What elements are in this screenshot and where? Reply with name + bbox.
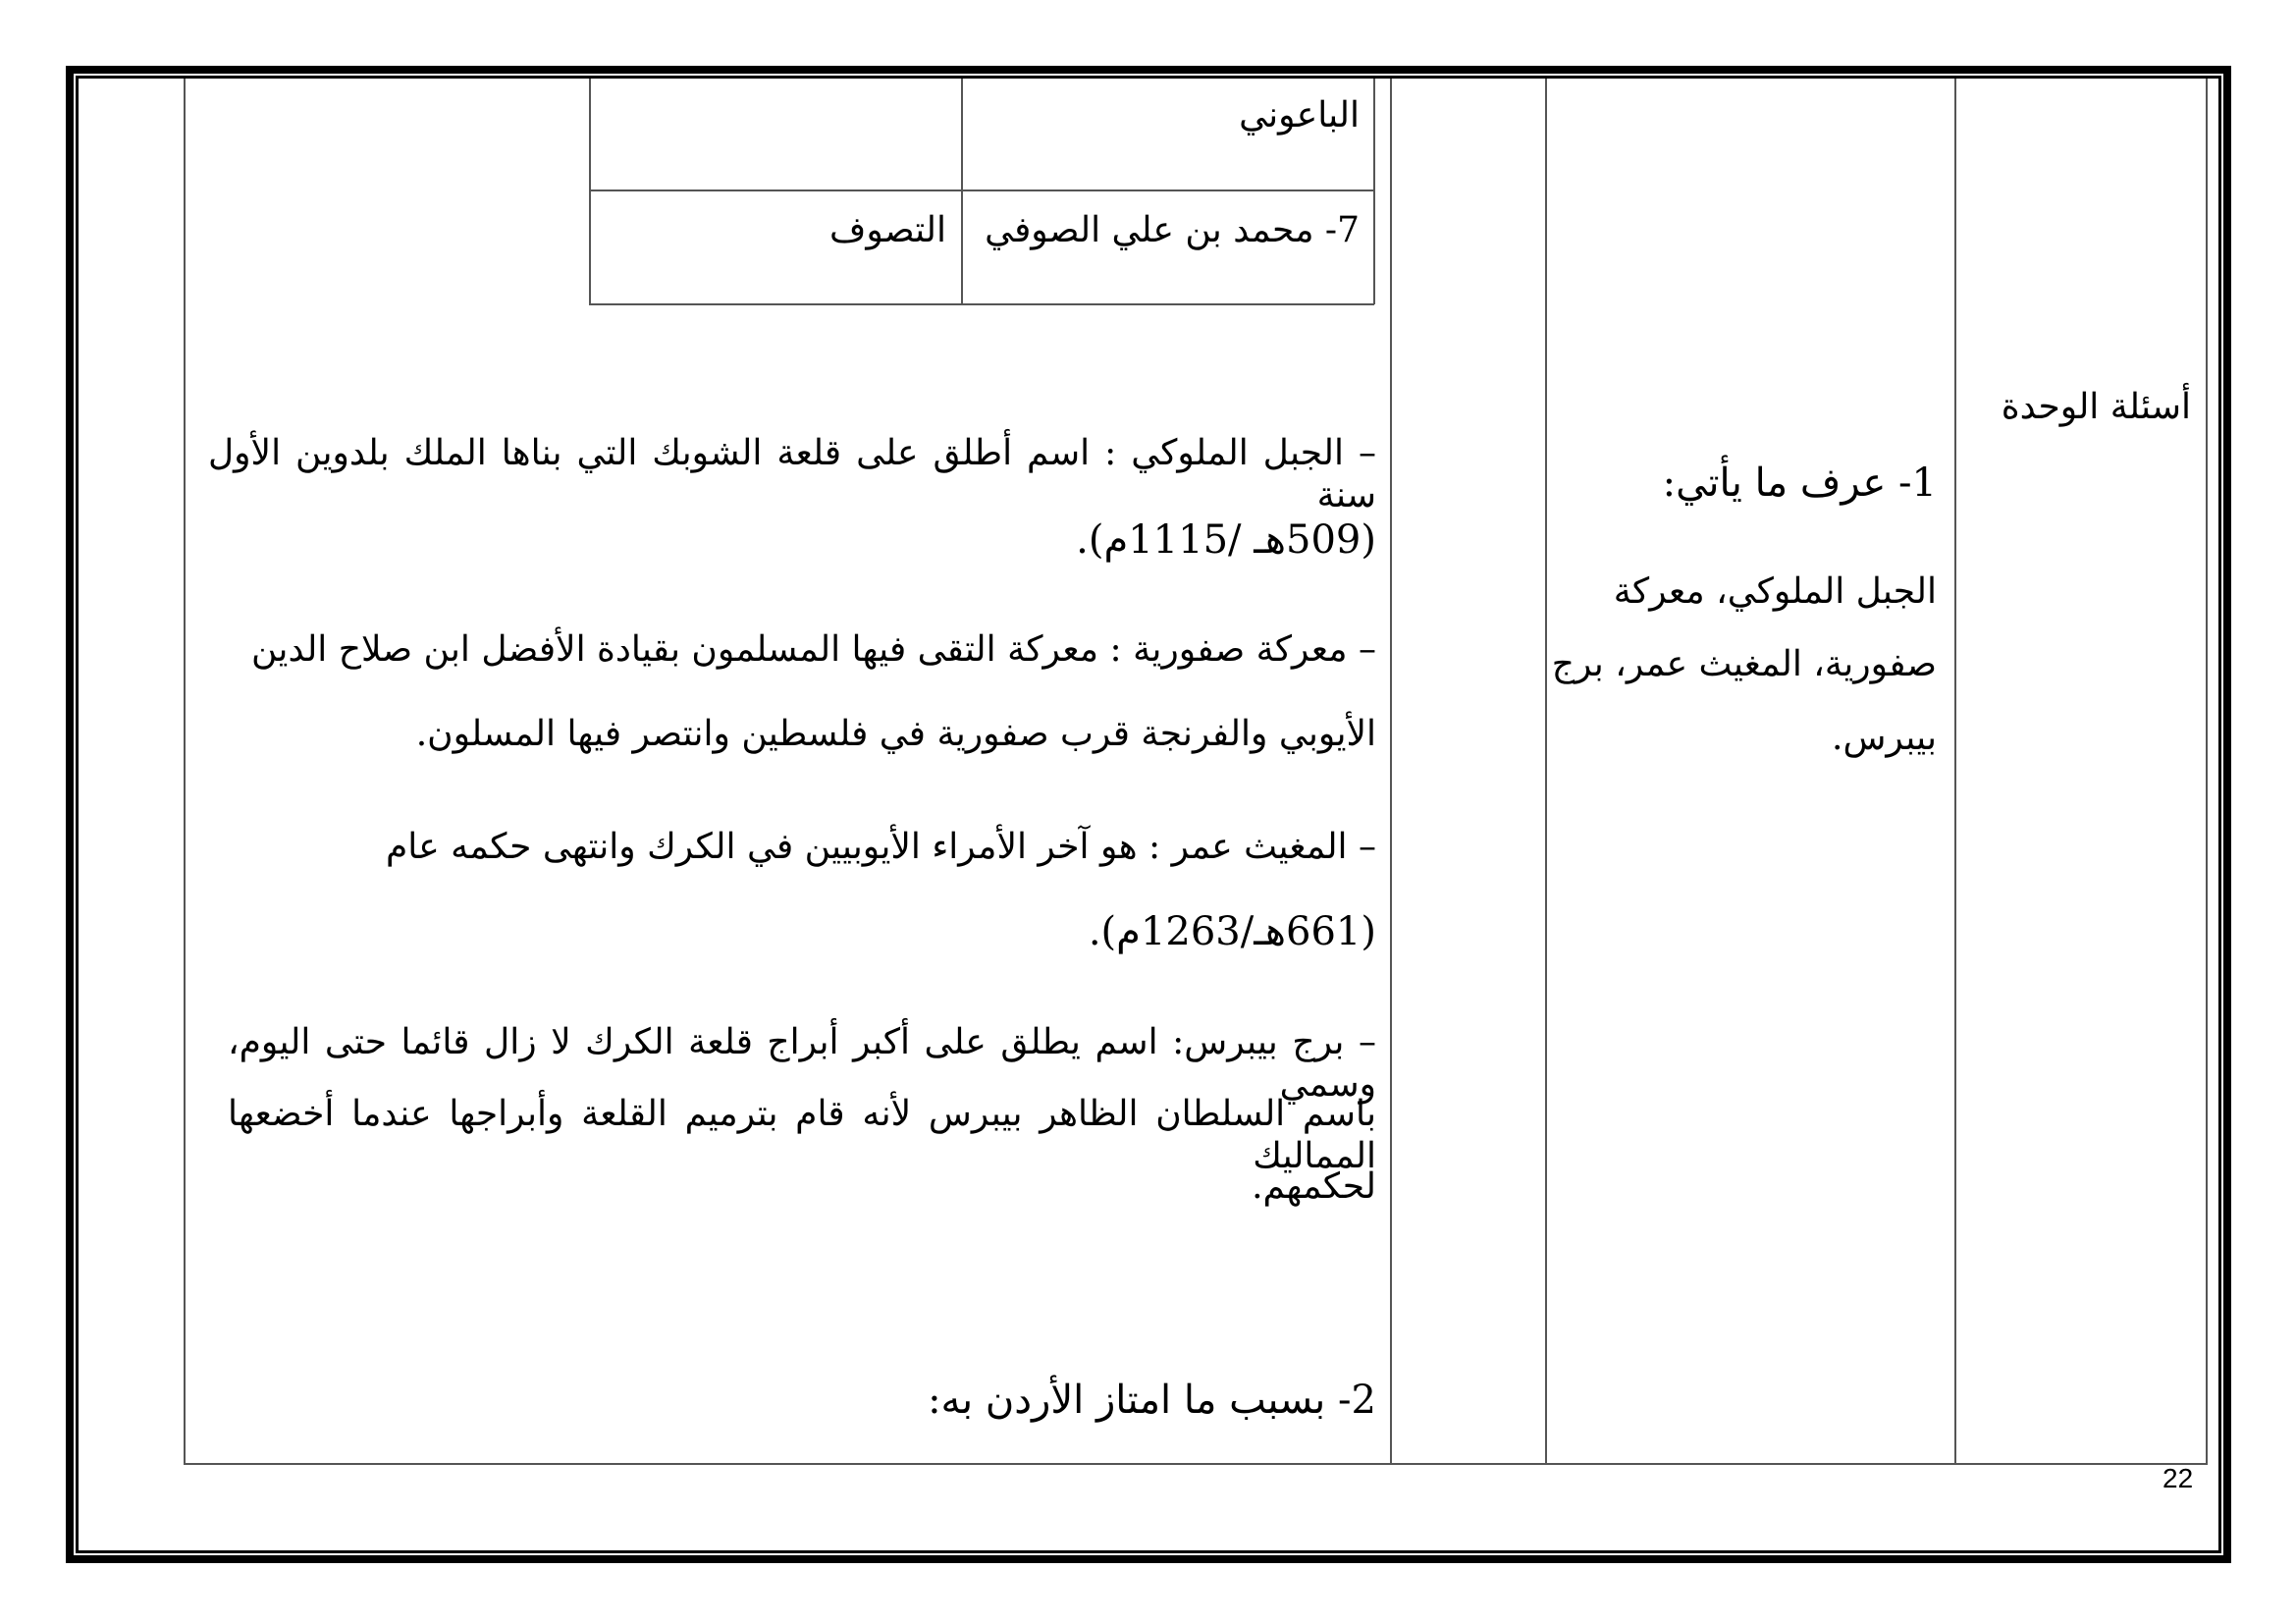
inner-table-left-border <box>589 79 591 304</box>
table-left-border <box>184 79 186 1464</box>
page-border-inner <box>76 76 2221 1553</box>
question1-terms-line3: بيبرس. <box>1832 718 1937 758</box>
inner-table-row1-name: الباعوني <box>1239 95 1360 135</box>
answer-saffuriya-line2: الأيوبي والفرنجة قرب صفورية في فلسطين وانتصر فيها المسلون. <box>415 714 1376 754</box>
page-number: 22 <box>2163 1463 2194 1493</box>
answer-jabal-line2: (509هـ /1115م). <box>1076 517 1376 563</box>
inner-table-row-divider <box>589 189 1374 191</box>
inner-table-bottom-border <box>589 303 1374 305</box>
question1-terms-line2: صفورية، المغيث عمر، برج <box>1551 644 1937 684</box>
answer-baybars-line2: باسم السلطان الظاهر بيبرس لأنه قام بترميم القلعة وأبراجها عندما أخضعها المماليك <box>228 1094 1376 1177</box>
answer-baybars-line1: – برج بيبرس: اسم يطلق على أكبر أبراج قلعة الكرك لا زال قائما حتى اليوم، وسمي <box>228 1022 1376 1106</box>
inner-table-divider <box>961 79 963 304</box>
column-divider-3 <box>1954 79 1956 1464</box>
inner-table-row2-field: التصوف <box>829 210 946 250</box>
table-right-border <box>2206 79 2208 1464</box>
inner-table-right-border <box>1373 79 1375 304</box>
inner-table-row2-name: 7- محمد بن علي الصوفي <box>985 210 1360 250</box>
question1-title: 1- عرف ما يأتي: <box>1662 460 1937 506</box>
answer-mughith-line1: – المغيث عمر : هو آخر الأمراء الأيوبيين في الكرك وانتهى حكمه عام <box>385 827 1376 867</box>
answer-saffuriya-line1: – معركة صفورية : معركة التقى فيها المسلمون بقيادة الأفضل ابن صلاح الدين <box>251 629 1376 670</box>
question2-text: 2- بسبب ما امتاز الأردن به: <box>928 1378 1376 1423</box>
column-divider-1 <box>1390 79 1392 1464</box>
answer-baybars-line3: لحكمهم. <box>1252 1166 1376 1207</box>
question1-terms-line1: الجبل الملوكي، معركة <box>1613 571 1937 612</box>
column-divider-2 <box>1545 79 1547 1464</box>
unit-questions-label: أسئلة الوحدة <box>2001 387 2191 427</box>
answer-mughith-line2: (661هـ/1263م). <box>1088 909 1376 954</box>
table-bottom-border <box>184 1463 2208 1465</box>
answer-jabal-line1: – الجبل الملوكي : اسم أطلق على قلعة الشوبك التي بناها الملك بلدوين الأول سنة <box>208 433 1376 516</box>
